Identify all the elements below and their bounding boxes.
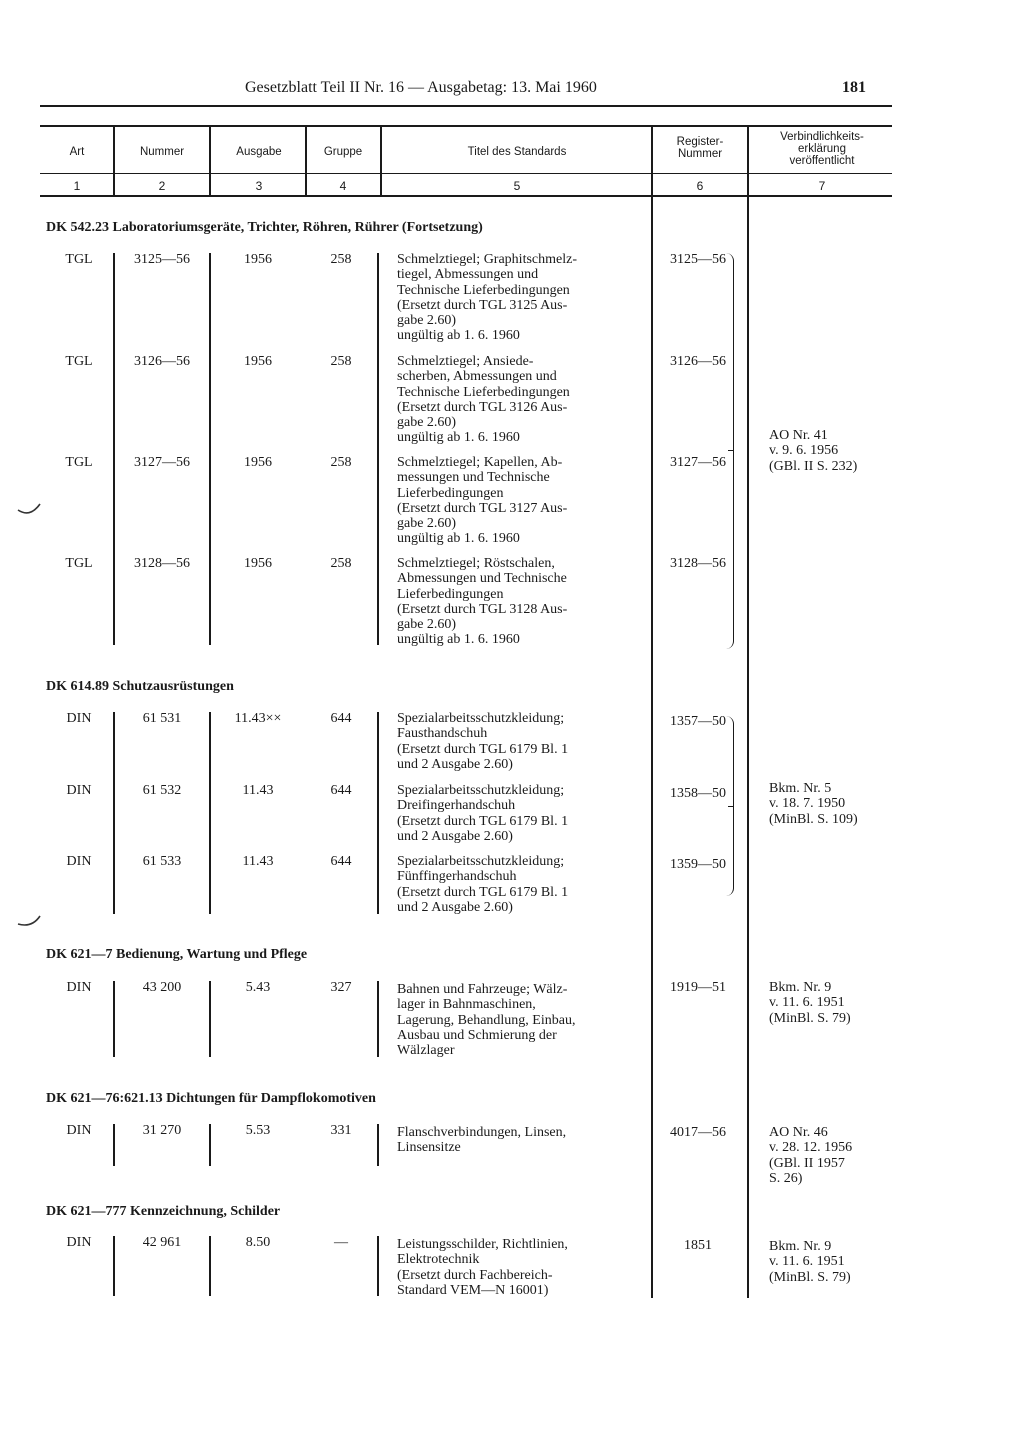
row-separator [377, 253, 379, 645]
cell-gruppe: 258 [330, 556, 352, 571]
cell-verbindlichkeit: Bkm. Nr. 5 v. 18. 7. 1950 (MinBl. S. 109) [769, 781, 858, 827]
cell-register: 1358—50 [670, 786, 726, 801]
cell-gruppe: 644 [330, 711, 352, 726]
cell-ausgabe: 11.43 [242, 854, 274, 869]
cell-gruppe: 258 [330, 354, 352, 369]
cell-titel: Schmelztiegel; Ansiede- scherben, Abmessungen und Technische Lieferbedingungen (Ersetzt durch TGL 3126 Aus- gabe 2.60) ungültig ab 1. 6. 1960 [397, 354, 570, 446]
cell-register: 3127—56 [670, 455, 726, 470]
margin-mark [16, 500, 42, 520]
col-header-art: Art [69, 146, 85, 158]
group-bracket [728, 450, 734, 451]
cell-nummer: 3125—56 [134, 252, 190, 267]
col-number-3: 3 [255, 179, 263, 193]
cell-art: DIN [66, 1235, 92, 1250]
cell-verbindlichkeit: AO Nr. 41 v. 9. 6. 1956 (GBl. II S. 232) [769, 428, 858, 474]
cell-register: 1919—51 [670, 980, 726, 995]
register-column-right-line [747, 196, 749, 1298]
cell-nummer: 61 533 [142, 854, 182, 869]
cell-art: TGL [65, 354, 93, 369]
table-header-rule [40, 173, 892, 174]
cell-nummer: 31 270 [142, 1123, 182, 1138]
row-separator [377, 1124, 379, 1166]
cell-art: TGL [65, 455, 93, 470]
col-number-7: 7 [818, 179, 826, 193]
cell-nummer: 42 961 [142, 1235, 182, 1250]
cell-nummer: 3127—56 [134, 455, 190, 470]
cell-ausgabe: 1956 [244, 252, 272, 267]
cell-ausgabe: 11.43×× [234, 711, 282, 726]
cell-titel: Schmelztiegel; Graphitschmelz- tiegel, Abmessungen und Technische Lieferbedingungen (Ersetzt durch TGL 3125 Aus- gabe 2.60) ungültig ab 1. 6. 1960 [397, 252, 577, 344]
cell-verbindlichkeit: Bkm. Nr. 9 v. 11. 6. 1951 (MinBl. S. 79) [769, 980, 851, 1026]
row-separator [209, 981, 211, 1057]
cell-gruppe: 327 [330, 980, 352, 995]
cell-gruppe: 644 [330, 783, 352, 798]
row-separator [377, 981, 379, 1057]
col-separator [380, 126, 382, 196]
row-separator [113, 253, 115, 645]
row-separator [209, 1236, 211, 1296]
col-header-gruppe: Gruppe [323, 146, 363, 158]
col-header-titel: Titel des Standards [467, 146, 567, 158]
section-title: DK 621—7 Bedienung, Wartung und Pflege [46, 947, 308, 962]
cell-register: 3126—56 [670, 354, 726, 369]
row-separator [209, 712, 211, 914]
cell-nummer: 3128—56 [134, 556, 190, 571]
cell-ausgabe: 1956 [244, 556, 272, 571]
cell-verbindlichkeit: AO Nr. 46 v. 28. 12. 1956 (GBl. II 1957 S. 26) [769, 1125, 853, 1186]
cell-gruppe: 331 [330, 1123, 352, 1138]
cell-gruppe: — [334, 1235, 348, 1250]
cell-art: DIN [66, 854, 92, 869]
cell-nummer: 3126—56 [134, 354, 190, 369]
cell-register: 3125—56 [670, 252, 726, 267]
cell-titel: Schmelztiegel; Röstschalen, Abmessungen und Technische Lieferbedingungen (Ersetzt durch TGL 3128 Aus- gabe 2.60) ungültig ab 1. 6. 1960 [397, 556, 568, 648]
row-separator [113, 981, 115, 1057]
cell-ausgabe: 1956 [244, 455, 272, 470]
cell-nummer: 43 200 [142, 980, 182, 995]
register-column-left-line [651, 196, 653, 1298]
cell-titel: Spezialarbeitsschutzkleidung; Fausthandschuh (Ersetzt durch TGL 6179 Bl. 1 und 2 Ausgabe 2.60) [397, 711, 569, 772]
col-number-6: 6 [696, 179, 704, 193]
cell-gruppe: 258 [330, 455, 352, 470]
cell-art: TGL [65, 556, 93, 571]
cell-art: TGL [65, 252, 93, 267]
cell-verbindlichkeit: Bkm. Nr. 9 v. 11. 6. 1951 (MinBl. S. 79) [769, 1239, 851, 1285]
col-separator [113, 126, 115, 196]
col-number-4: 4 [339, 179, 347, 193]
cell-ausgabe: 5.53 [245, 1123, 271, 1138]
cell-art: DIN [66, 783, 92, 798]
section-title: DK 542.23 Laboratoriumsgeräte, Trichter, Röhren, Rührer (Fortsetzung) [46, 220, 483, 235]
row-separator [209, 1124, 211, 1166]
cell-register: 1357—50 [670, 714, 726, 729]
group-bracket [728, 806, 734, 807]
cell-register: 4017—56 [670, 1125, 726, 1140]
col-header-verbindlichkeit: Verbindlichkeits- erklärung veröffentlicht [780, 131, 864, 167]
cell-titel: Leistungsschilder, Richtlinien, Elektrotechnik (Ersetzt durch Fachbereich- Standard VEM—N 16001) [397, 1237, 568, 1298]
cell-gruppe: 644 [330, 854, 352, 869]
header-rule [40, 105, 892, 107]
cell-titel: Flanschverbindungen, Linsen, Linsensitze [397, 1125, 567, 1156]
col-separator [305, 126, 307, 196]
section-title: DK 621—777 Kennzeichnung, Schilder [46, 1204, 281, 1219]
cell-nummer: 61 531 [142, 711, 182, 726]
cell-titel: Spezialarbeitsschutzkleidung; Dreifingerhandschuh (Ersetzt durch TGL 6179 Bl. 1 und 2 Ausgabe 2.60) [397, 783, 569, 844]
cell-register: 1851 [684, 1238, 712, 1253]
row-separator [377, 712, 379, 914]
cell-art: DIN [66, 1123, 92, 1138]
margin-mark [16, 912, 42, 932]
group-bracket [726, 253, 734, 649]
row-separator [113, 712, 115, 914]
cell-ausgabe: 1956 [244, 354, 272, 369]
row-separator [377, 1236, 379, 1296]
cell-register: 1359—50 [670, 857, 726, 872]
table-number-rule [40, 195, 892, 197]
page-number: 181 [842, 79, 866, 96]
col-number-2: 2 [158, 179, 166, 193]
section-title: DK 614.89 Schutzausrüstungen [46, 679, 234, 694]
row-separator [113, 1236, 115, 1296]
cell-titel: Schmelztiegel; Kapellen, Ab- messungen und Technische Lieferbedingungen (Ersetzt durch TGL 3127 Aus- gabe 2.60) ungültig ab 1. 6. 1960 [397, 455, 568, 547]
cell-register: 3128—56 [670, 556, 726, 571]
cell-nummer: 61 532 [142, 783, 182, 798]
col-number-1: 1 [73, 179, 81, 193]
cell-ausgabe: 8.50 [245, 1235, 271, 1250]
col-header-nummer: Nummer [139, 146, 185, 158]
cell-art: DIN [66, 711, 92, 726]
col-header-register: Register- Nummer [676, 136, 724, 160]
cell-art: DIN [66, 980, 92, 995]
cell-titel: Spezialarbeitsschutzkleidung; Fünffingerhandschuh (Ersetzt durch TGL 6179 Bl. 1 und 2 Ausgabe 2.60) [397, 854, 569, 915]
cell-ausgabe: 11.43 [242, 783, 274, 798]
col-separator [651, 126, 653, 196]
cell-ausgabe: 5.43 [245, 980, 271, 995]
col-separator [209, 126, 211, 196]
cell-titel: Bahnen und Fahrzeuge; Wälz- lager in Bahnmaschinen, Lagerung, Behandlung, Einbau, Ausbau und Schmierung der Wälzlager [397, 982, 576, 1059]
table-top-rule [40, 125, 892, 127]
page-header-title: Gesetzblatt Teil II Nr. 16 — Ausgabetag: 13. Mai 1960 [245, 79, 597, 96]
col-number-5: 5 [513, 179, 521, 193]
col-header-ausgabe: Ausgabe [236, 146, 282, 158]
row-separator [113, 1124, 115, 1166]
cell-gruppe: 258 [330, 252, 352, 267]
section-title: DK 621—76:621.13 Dichtungen für Dampflokomotiven [46, 1091, 376, 1106]
row-separator [209, 253, 211, 645]
col-separator [747, 126, 749, 196]
